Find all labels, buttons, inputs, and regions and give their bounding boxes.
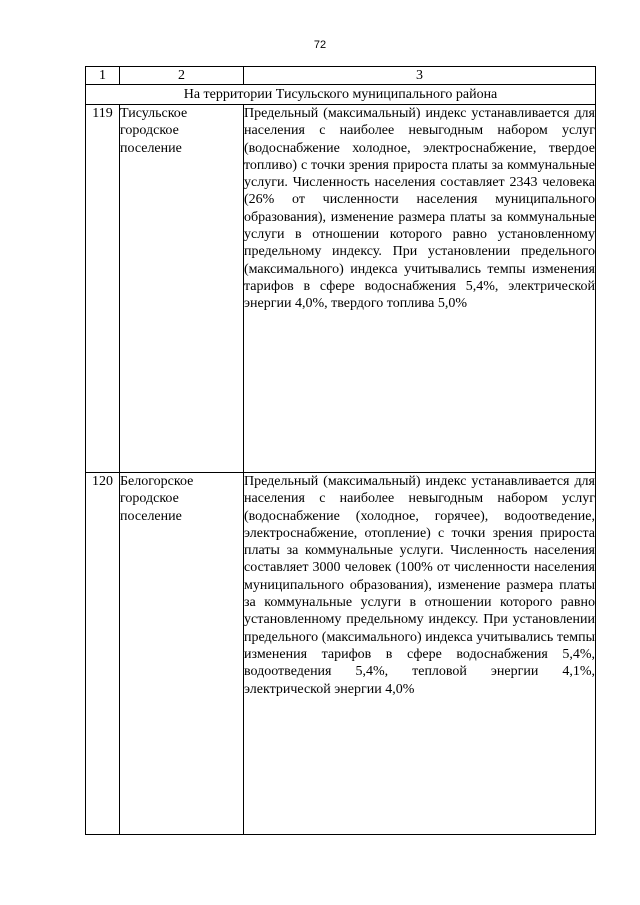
index-description: Предельный (максимальный) индекс устанавливается для населения с наиболее невыгодным набором услуг (водоснабжение (холодное, горячее), водоотведение, электроснабжение, отопление) с точки зрения прироста платы за коммунальные услуги. Численность населения составляет 3000 человек (100% от численности населения муниципального образования), изменение размера платы за коммунальные услуги в отношении которого равно установленному предельному индексу. При установлении предельного (максимального) индекса учитывались темпы изменения тарифов в сфере водоснабжения 5,4%, водоотведения 5,4%, тепловой энергии 4,1%, электрической энергии 4,0% [244,473,596,835]
section-title: На территории Тисульского муниципального района [86,85,596,105]
table-row [86,473,596,835]
settlement-name: Белогорское городское поселение [120,473,244,835]
row-number: 119 [86,105,120,473]
section-row [86,85,596,105]
settlement-name: Тисульское городское поселение [120,105,244,473]
column-header-1: 1 [86,67,120,85]
row-number: 120 [86,473,120,835]
tariff-index-table [85,66,596,835]
page-number: 72 [313,39,327,51]
table-row [86,105,596,473]
index-description: Предельный (максимальный) индекс устанавливается для населения с наиболее невыгодным набором услуг (водоснабжение холодное, электроснабжение, твердое топливо) с точки зрения прироста платы за коммунальные услуги. Численность населения составляет 2343 человека (26% от численности населения муниципального образования), изменение размера платы за коммунальные услуги в отношении которого равно установленному предельному индексу. При установлении предельного (максимального) индекса учитывались темпы изменения тарифов в сфере водоснабжения 5,4%, электрической энергии 4,0%, твердого топлива 5,0% [244,105,596,473]
column-header-3: 3 [244,67,596,85]
column-header-2: 2 [120,67,244,85]
table-header-row [86,67,596,85]
